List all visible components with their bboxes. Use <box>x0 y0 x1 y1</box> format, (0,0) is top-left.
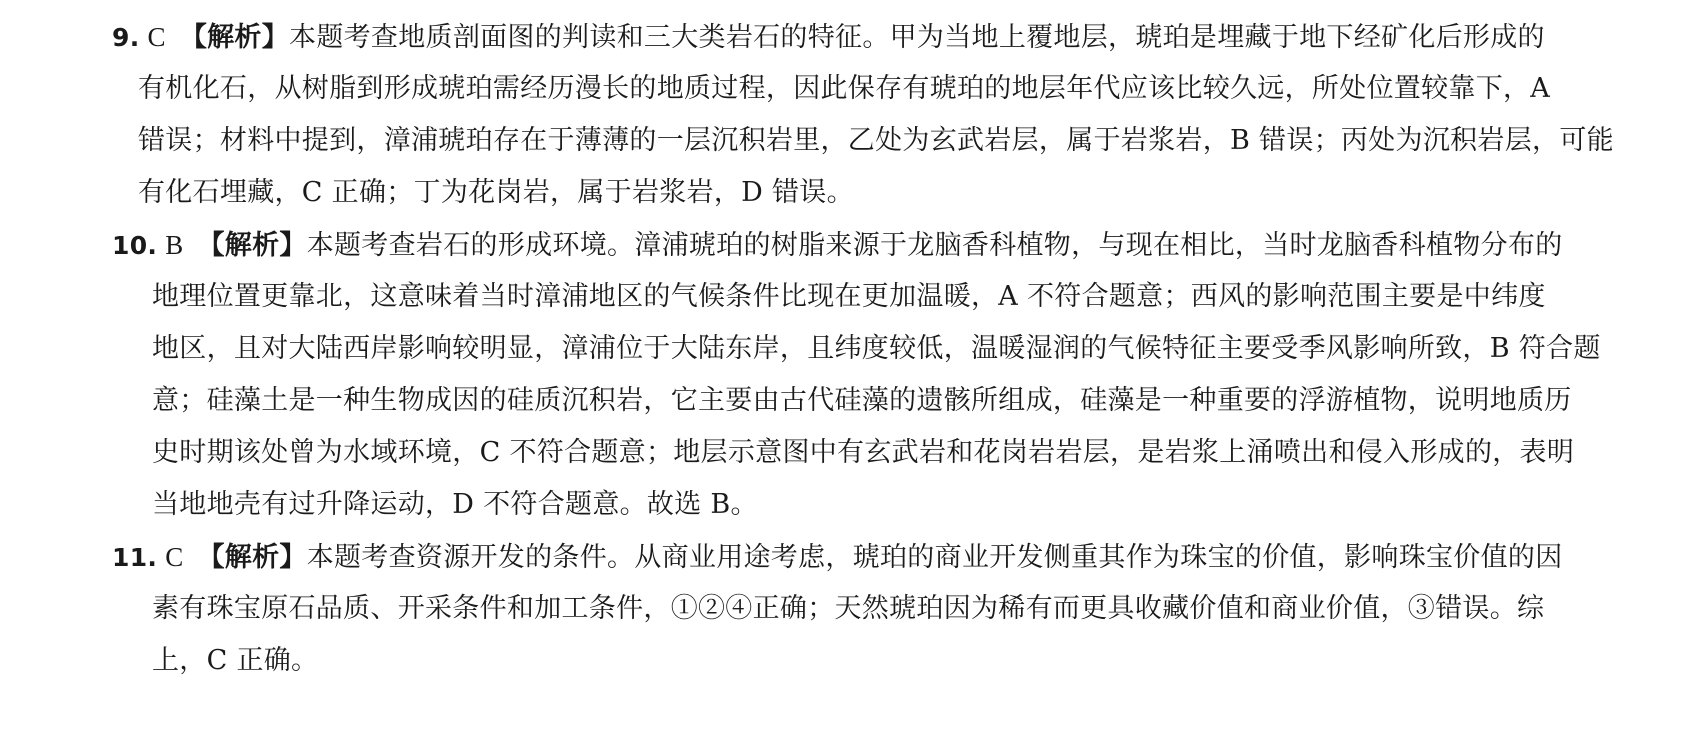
explanation-text: 本题考查岩石的形成环境。漳浦琥珀的树脂来源于龙脑香科植物，与现在相比，当时龙脑香科植物分布的 <box>306 230 1563 261</box>
explanation-text: 本题考查地质剖面图的判读和三大类岩石的特征。甲为当地上覆地层，琥珀是埋藏于地下经矿化后形成的 <box>289 22 1545 53</box>
item-11-line-2: 素有珠宝原石品质、开采条件和加工条件，①②④正确；天然琥珀因为稀有而更具收藏价值和商业价值，③错误。综 <box>152 593 1545 624</box>
item-10-line-3: 地区，且对大陆西岸影响较明显，漳浦位于大陆东岸，且纬度较低，温暖湿润的气候特征主要受季风影响所致，B 符合题 <box>152 333 1601 364</box>
answer-letter: C <box>147 22 166 52</box>
item-9-line-1 <box>112 19 1545 55</box>
item-number: 9. <box>112 23 140 52</box>
item-11-line-3: 上，C 正确。 <box>152 645 319 676</box>
analysis-tag: 【解析】 <box>179 22 290 53</box>
item-number: 11. <box>112 543 158 572</box>
item-10-line-4: 意；硅藻土是一种生物成因的硅质沉积岩，它主要由古代硅藻的遗骸所组成，硅藻是一种重要的浮游植物，说明地质历 <box>152 385 1572 416</box>
item-10-line-6: 当地地壳有过升降运动，D 不符合题意。故选 B。 <box>152 489 758 520</box>
analysis-tag: 【解析】 <box>197 542 307 573</box>
explanation-text: 本题考查资源开发的条件。从商业用途考虑，琥珀的商业开发侧重其作为珠宝的价值，影响珠宝价值的因 <box>306 542 1563 573</box>
item-11-line-1 <box>112 539 1563 575</box>
item-10-line-2: 地理位置更靠北，这意味着当时漳浦地区的气候条件比现在更加温暖，A 不符合题意；西风的影响范围主要是中纬度 <box>152 281 1546 312</box>
item-10-line-5: 史时期该处曾为水域环境，C 不符合题意；地层示意图中有玄武岩和花岗岩岩层，是岩浆上涌喷出和侵入形成的，表明 <box>152 437 1575 468</box>
analysis-tag: 【解析】 <box>197 230 307 261</box>
item-9-line-2: 有机化石，从树脂到形成琥珀需经历漫长的地质过程，因此保存有琥珀的地层年代应该比较久远，所处位置较靠下，A <box>138 73 1551 104</box>
answer-letter: B <box>165 230 184 260</box>
item-9-line-4: 有化石埋藏，C 正确；丁为花岗岩，属于岩浆岩，D 错误。 <box>138 177 854 208</box>
item-10-line-1 <box>112 227 1563 263</box>
item-9-line-3: 错误；材料中提到，漳浦琥珀存在于薄薄的一层沉积岩里，乙处为玄武岩层，属于岩浆岩，B 错误；丙处为沉积岩层，可能 <box>138 125 1614 156</box>
answer-letter: C <box>165 542 184 572</box>
item-number: 10. <box>112 231 158 260</box>
